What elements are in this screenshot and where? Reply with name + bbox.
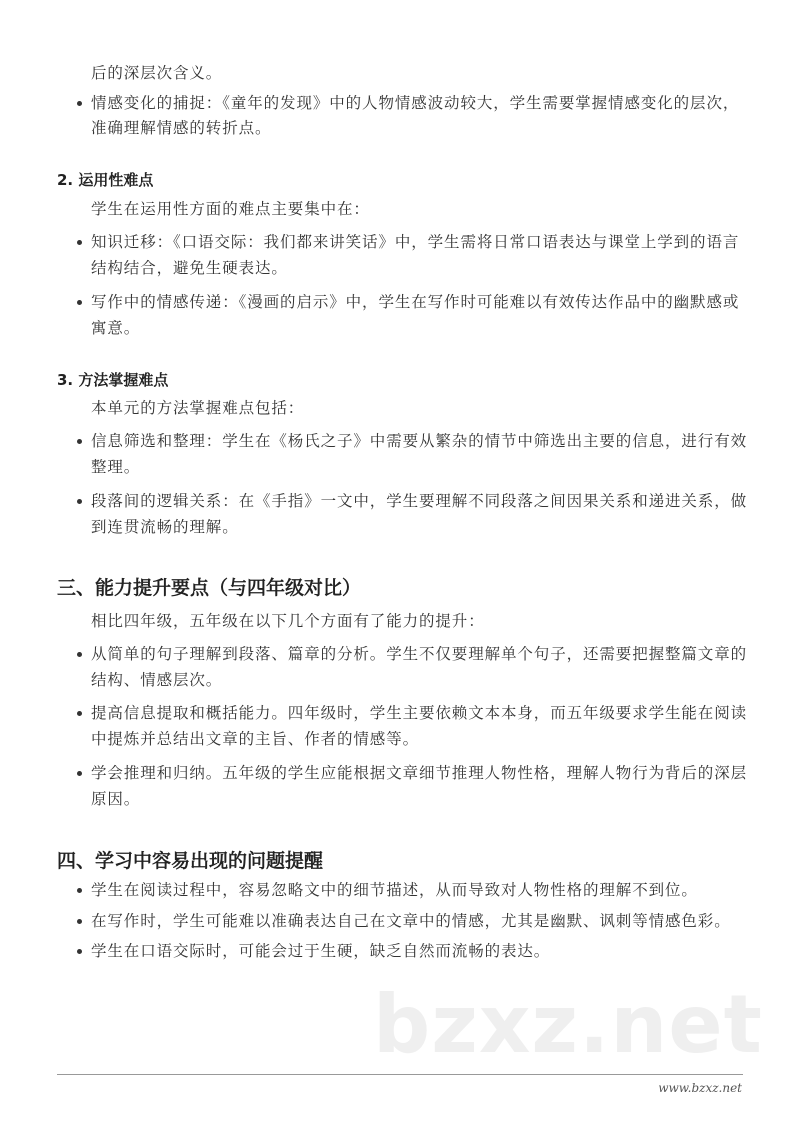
list-item-line: 结构结合，避免生硬表达。: [91, 259, 288, 277]
part-heading: 四、学习中容易出现的问题提醒: [57, 850, 324, 872]
bullet-icon: [77, 949, 82, 954]
footer-divider: [57, 1074, 743, 1075]
section-intro: 相比四年级，五年级在以下几个方面有了能力的提升：: [91, 612, 485, 630]
bullet-icon: [77, 888, 82, 893]
list-item-line: 学会推理和归纳。五年级的学生应能根据文章细节推理人物性格，理解人物行为背后的深层: [91, 764, 748, 782]
list-item-line: 到连贯流畅的理解。: [91, 518, 239, 536]
bullet-icon: [77, 240, 82, 245]
section-heading: 2. 运用性难点: [57, 171, 154, 189]
list-item-line: 学生在口语交际时，可能会过于生硬，缺乏自然而流畅的表达。: [91, 942, 551, 960]
bullet-icon: [77, 101, 82, 106]
list-item-line: 在写作时，学生可能难以准确表达自己在文章中的情感，尤其是幽默、讽刺等情感色彩。: [91, 912, 731, 930]
list-item-line: 知识迁移：《口语交际：我们都来讲笑话》中，学生需将日常口语表达与课堂上学到的语言: [91, 233, 740, 251]
section-intro: 学生在运用性方面的难点主要集中在：: [91, 200, 370, 218]
list-item-line: 结构、情感层次。: [91, 671, 223, 689]
bullet-icon: [77, 499, 82, 504]
bullet-icon: [77, 771, 82, 776]
list-item-line: 寓意。: [91, 319, 141, 337]
list-item-line: 情感变化的捕捉：《童年的发现》中的人物情感波动较大，学生需要掌握情感变化的层次，: [91, 94, 740, 112]
list-item-line: 准确理解情感的转折点。: [91, 119, 272, 137]
list-item-line: 原因。: [91, 790, 141, 808]
bullet-icon: [77, 652, 82, 657]
bullet-icon: [77, 711, 82, 716]
section-heading: 3. 方法掌握难点: [57, 371, 169, 389]
bullet-icon: [77, 300, 82, 305]
section-intro: 本单元的方法掌握难点包括：: [91, 399, 305, 417]
list-item-line: 信息筛选和整理：学生在《杨氏之子》中需要从繁杂的情节中筛选出主要的信息，进行有效: [91, 432, 748, 450]
list-item-line: 中提炼并总结出文章的主旨、作者的情感等。: [91, 730, 420, 748]
part-heading: 三、能力提升要点（与四年级对比）: [57, 577, 362, 599]
footer-url: www.bzxz.net: [658, 1081, 742, 1095]
list-item-line: 学生在阅读过程中，容易忽略文中的细节描述，从而导致对人物性格的理解不到位。: [91, 881, 698, 899]
list-item-line: 写作中的情感传递：《漫画的启示》中，学生在写作时可能难以有效传达作品中的幽默感或: [91, 293, 740, 311]
watermark: bzxz.net: [373, 978, 763, 1071]
list-item-line: 整理。: [91, 458, 141, 476]
list-item-line: 从简单的句子理解到段落、篇章的分析。学生不仅要理解单个句子，还需要把握整篇文章的: [91, 645, 748, 663]
list-item-line: 段落间的逻辑关系：在《手指》一文中，学生要理解不同段落之间因果关系和递进关系，做: [91, 492, 748, 510]
bullet-icon: [77, 919, 82, 924]
bullet-icon: [77, 439, 82, 444]
paragraph-continuation: 后的深层次含义。: [91, 64, 223, 82]
list-item-line: 提高信息提取和概括能力。四年级时，学生主要依赖文本本身，而五年级要求学生能在阅读: [91, 704, 748, 722]
